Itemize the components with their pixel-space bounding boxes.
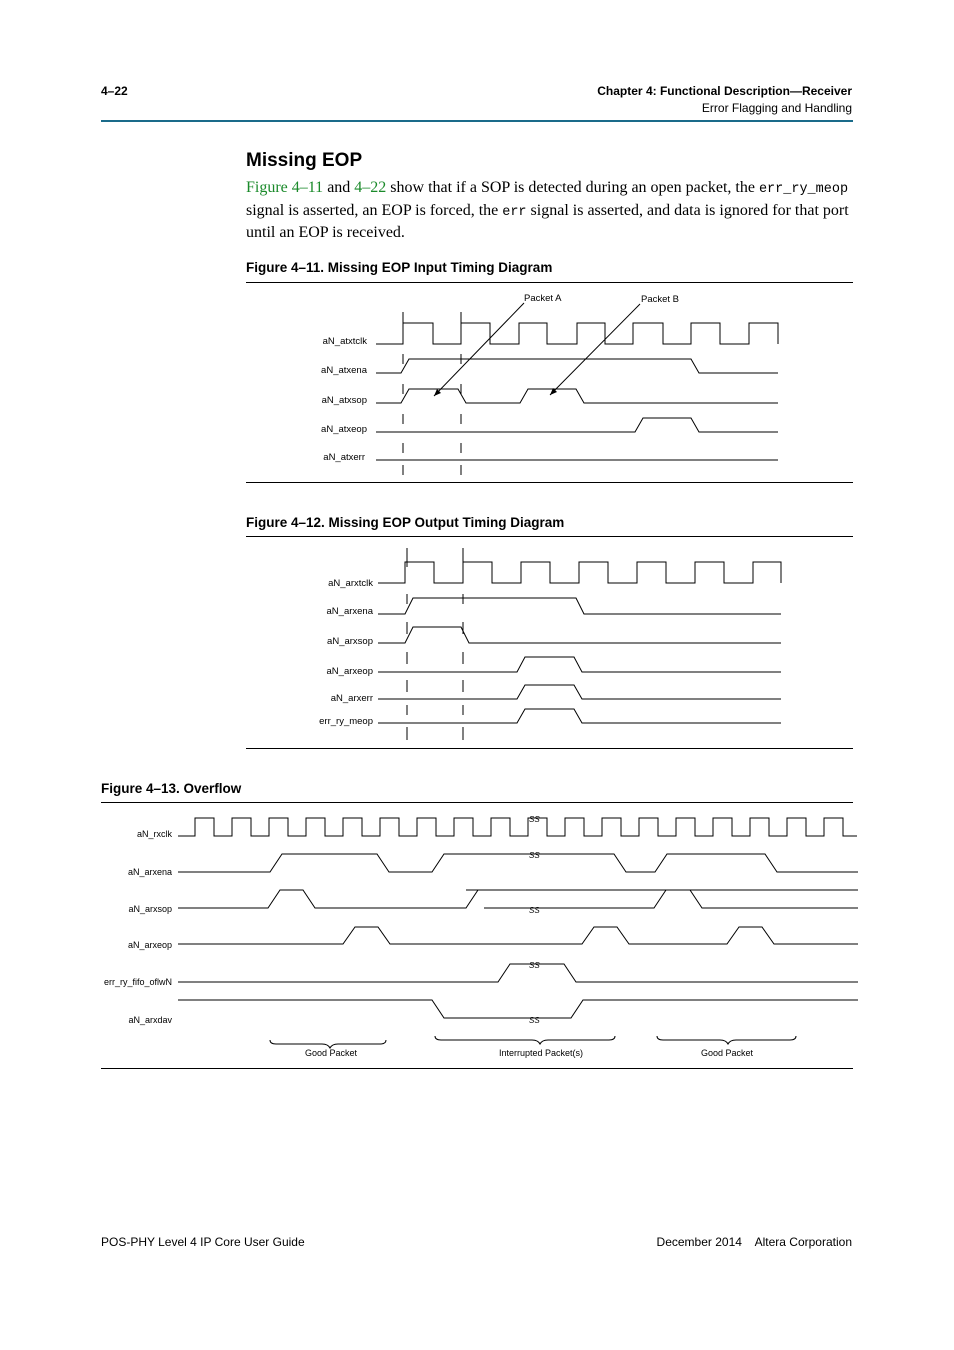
figure-rule bbox=[101, 1068, 853, 1069]
signal-label: aN_arxena bbox=[326, 606, 373, 617]
inline-code: err bbox=[502, 204, 527, 220]
figure-4-11-link[interactable]: Figure 4–11 bbox=[246, 179, 324, 196]
section-heading: Missing EOP bbox=[246, 150, 363, 171]
page-number: 4–22 bbox=[101, 84, 128, 98]
signal-label: aN_arxsop bbox=[327, 636, 373, 647]
paragraph-text: show that if a SOP is detected during an open packet, the bbox=[386, 179, 759, 196]
footer-guide-title: POS-PHY Level 4 IP Core User Guide bbox=[101, 1235, 305, 1249]
paragraph-text: signal is asserted, an EOP is forced, the bbox=[246, 201, 503, 219]
sop-waveform bbox=[178, 890, 858, 908]
callout-packet-b: Packet B bbox=[641, 294, 680, 305]
break-mark: SS bbox=[529, 851, 540, 860]
chapter-title: Chapter 4: Functional Description—Receiver bbox=[597, 84, 852, 98]
brace-label: Interrupted Packet(s) bbox=[498, 1048, 584, 1058]
figure-4-12-caption: Figure 4–12. Missing EOP Output Timing Diagram bbox=[246, 515, 565, 530]
signal-label: aN_arxdav bbox=[128, 1015, 172, 1025]
oflw-waveform bbox=[178, 964, 858, 982]
break-mark: SS bbox=[529, 1016, 540, 1025]
eop-waveform bbox=[178, 927, 858, 944]
break-mark: SS bbox=[529, 906, 540, 915]
brace bbox=[657, 1036, 796, 1044]
ena-waveform bbox=[178, 854, 858, 872]
signal-label: aN_arxsop bbox=[128, 904, 172, 914]
break-mark: SS bbox=[529, 815, 540, 824]
signal-label: aN_atxsop bbox=[321, 395, 367, 406]
paragraph-text: and bbox=[323, 179, 355, 196]
signal-label: aN_arxtclk bbox=[328, 578, 373, 589]
signal-label: aN_atxtclk bbox=[322, 336, 367, 347]
signal-label: err_ry_fifo_oflwN bbox=[103, 977, 172, 987]
brace bbox=[435, 1036, 615, 1044]
footer-date-company: December 2014 Altera Corporation bbox=[656, 1235, 852, 1249]
signal-label: err_ry_meop bbox=[319, 716, 373, 727]
signal-label: aN_arxena bbox=[127, 867, 172, 877]
section-title: Error Flagging and Handling bbox=[701, 101, 852, 115]
signal-label: aN_arxerr bbox=[330, 693, 373, 704]
figure-4-11-caption: Figure 4–11. Missing EOP Input Timing Diagram bbox=[246, 260, 553, 275]
signal-label: aN_atxerr bbox=[323, 452, 365, 463]
signal-label: aN_atxeop bbox=[321, 424, 367, 435]
figure-4-22-link[interactable]: 4–22 bbox=[354, 179, 387, 196]
sop-waveform bbox=[178, 890, 858, 908]
dav-waveform bbox=[178, 1000, 858, 1018]
brace bbox=[270, 1040, 386, 1048]
inline-code: err_ry_meop bbox=[758, 182, 849, 197]
signal-label: aN_arxeop bbox=[326, 666, 373, 677]
paragraph-text: signal is asserted, and data is ignored for that port until an EOP is received. bbox=[246, 201, 849, 241]
signal-label: aN_atxena bbox=[321, 365, 367, 376]
figure-4-13-caption: Figure 4–13. Overflow bbox=[101, 781, 242, 796]
break-mark: SS bbox=[529, 961, 540, 970]
callout-packet-a: Packet A bbox=[524, 293, 562, 304]
brace-label: Good Packet bbox=[304, 1048, 358, 1058]
brace-label: Good Packet bbox=[700, 1048, 754, 1058]
signal-label: aN_arxeop bbox=[127, 940, 172, 950]
signal-label: aN_rxclk bbox=[136, 829, 172, 839]
clock-waveform bbox=[178, 818, 857, 836]
